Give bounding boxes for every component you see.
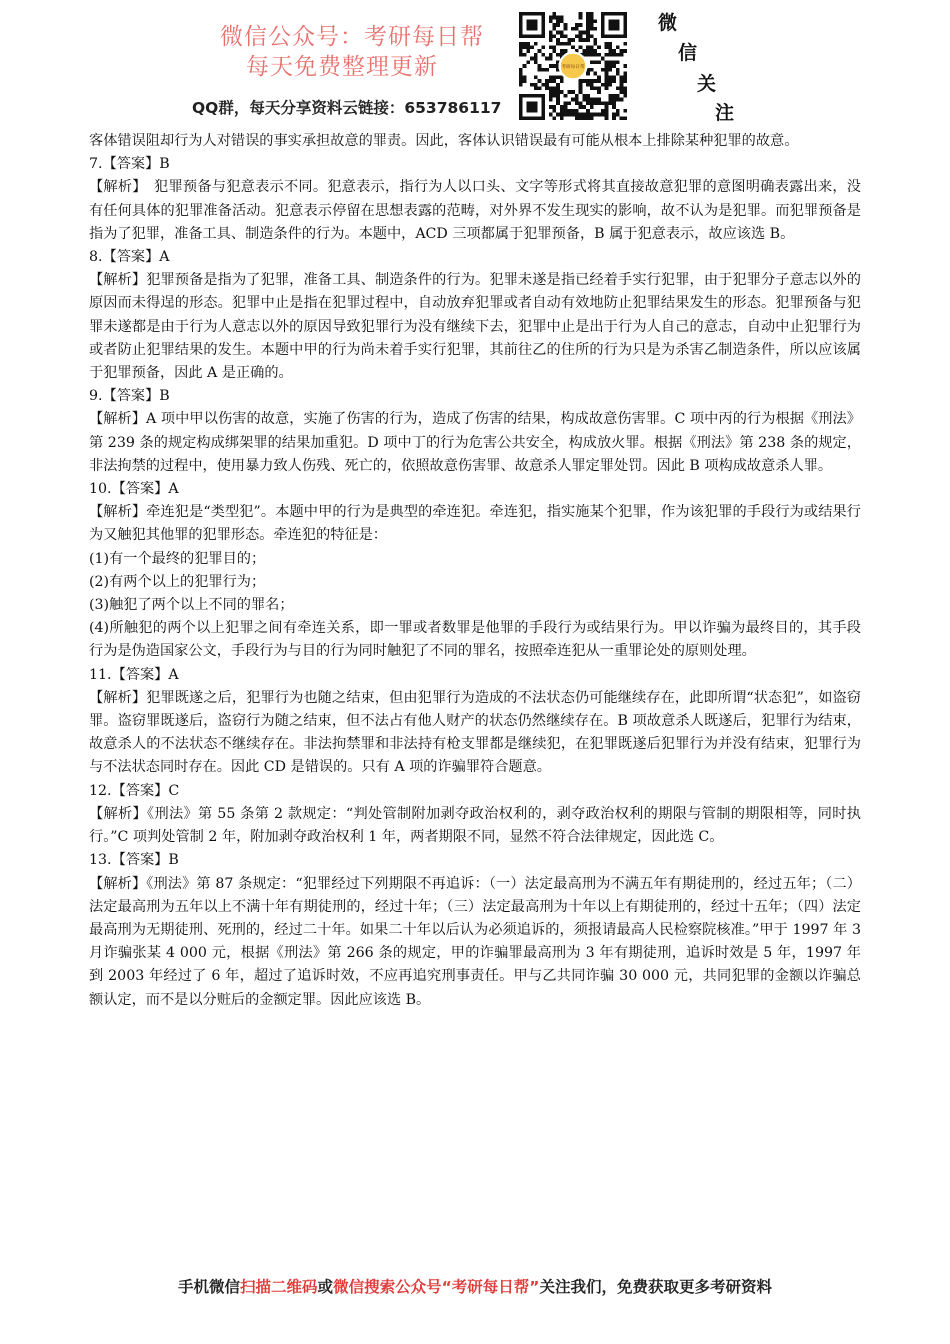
paragraph: 【解析】A 项中甲以伤害的故意，实施了伤害的行为，造成了伤害的结果，构成故意伤害罪。C 项中丙的行为根据《刑法》第 239 条的规定构成绑架罪的结果加重犯。D 项中丁的行为危害公共安全，构成放火罪。根据《刑法》第 238 条的规定，非法拘禁的过程中，使用暴力致人伤残、死亡的，依照故意伤害罪、故意杀人罪定罪处罚。因此 B 项构成故意杀人罪。 — [89, 411, 861, 474]
vertical-char-2: 信 — [678, 42, 698, 64]
answer-heading: 8.【答案】A — [89, 249, 170, 266]
footer-scan-qr: 扫描二维码 — [240, 1278, 318, 1296]
paragraph: 【解析】《刑法》第 87 条规定：“犯罪经过下列期限不再追诉：（一）法定最高刑为不满五年有期徒刑的，经过五年；（二）法定最高刑为五年以上不满十年有期徒刑的，经过十年；（三）法定最高刑为十年以上有期徒刑的，经过十五年；（四）法定最高刑为无期徒刑、死刑的，经过二十年。如果二十年以后认为必须追诉的，须报请最高人民检察院核准。”甲于 1997 年 3 月诈骗张某 4 000 元，根据《刑法》第 266 条的规定，甲的诈骗罪最高刑为 3 年有期徒刑，追诉时效是 5 年，1997 年到 2003 年经过了 6 年，超过了追诉时效，不应再追究刑事责任。甲与乙共同诈骗 30 000 元，共同犯罪的金额以诈骗总额认定，而不是以分赃后的金额定罪。因此应该选 B。 — [89, 875, 861, 1008]
footer-search-account: 微信搜索公众号 — [333, 1278, 442, 1296]
wechat-account-line: 微信公众号：考研每日帮 — [220, 24, 484, 50]
list-item: (1)有一个最终的犯罪目的； — [89, 550, 266, 567]
paragraph: 【解析】 犯罪预备与犯意表示不同。犯意表示，指行为人以口头、文字等形式将其直接故意犯罪的意图明确表露出来，没有任何具体的犯罪准备活动。犯意表示停留在思想表露的范畴，对外界不发生现实的影响，故不认为是犯罪。而犯罪预备是指为了犯罪，准备工具、制造条件的行为。本题中，ACD 三项都属于犯罪预备，B 属于犯意表示，故应该选 B。 — [89, 179, 861, 242]
answer-explanations — [89, 130, 861, 1012]
qr-center-label: 考研每日帮 — [561, 65, 585, 71]
paragraph: 【解析】犯罪预备是指为了犯罪，准备工具、制造条件的行为。犯罪未遂是指已经着手实行犯罪，由于犯罪分子意志以外的原因而未得逞的形态。犯罪中止是指在犯罪过程中，自动放弃犯罪或者自动有效地防止犯罪结果发生的形态。犯罪预备与犯罪未遂都是由于行为人意志以外的原因导致犯罪行为没有继续下去，犯罪中止是出于行为人自己的意志，自动中止犯罪行为或者防止犯罪结果的发生。本题中甲的行为尚未着手实行犯罪，其前往乙的住所的行为只是为杀害乙制造条件，所以应该属于犯罪预备，因此 A 是正确的。 — [89, 272, 861, 382]
footer-text: 或 — [317, 1278, 334, 1296]
vertical-char-3: 关 — [697, 73, 717, 95]
qr-code-icon — [519, 12, 627, 120]
paragraph: 客体错误阻却行为人对错误的事实承担故意的罪责。因此，客体认识错误最有可能从根本上排除某种犯罪的故意。 — [89, 133, 799, 149]
answer-heading: 13.【答案】B — [89, 852, 179, 869]
paragraph: 【解析】《刑法》第 55 条第 2 款规定：“判处管制附加剥夺政治权利的，剥夺政治权利的期限与管制的期限相等，同时执行。”C 项判处管制 2 年，附加剥夺政治权利 1 年，两者期限不同，显然不符合法律规定，因此选 C。 — [89, 805, 861, 846]
page-header — [0, 0, 950, 130]
answer-heading: 9.【答案】B — [89, 388, 170, 405]
answer-heading: 10.【答案】A — [89, 481, 179, 498]
vertical-char-4: 注 — [715, 102, 735, 124]
footer-text: 关注我们，免费获取更多考研资料 — [539, 1278, 772, 1296]
answer-heading: 11.【答案】A — [89, 666, 179, 683]
list-item: (4)所触犯的两个以上犯罪之间有牵连关系，即一罪或者数罪是他罪的手段行为或结果行为。甲以诈骗为最终目的，其手段行为是伪造国家公文，手段行为与目的行为同时触犯了不同的罪名，按照牵连犯从一重罪论处的原则处理。 — [89, 620, 861, 660]
vertical-char-1: 微 — [658, 12, 678, 34]
footer-account-name: “考研每日帮” — [441, 1278, 540, 1296]
footer-text: 手机微信 — [178, 1278, 241, 1296]
page-footer — [0, 1275, 950, 1297]
paragraph: 【解析】牵连犯是“类型犯”。本题中甲的行为是典型的牵连犯。牵连犯，指实施某个犯罪，作为该犯罪的手段行为或结果行为又触犯其他罪的犯罪形态。牵连犯的特征是： — [89, 504, 861, 544]
list-item: (3)触犯了两个以上不同的罪名； — [89, 597, 294, 614]
daily-update-line: 每天免费整理更新 — [246, 54, 438, 80]
qq-group-line: QQ群，每天分享资料云链接：653786117 — [192, 99, 502, 117]
paragraph: 【解析】犯罪既遂之后，犯罪行为也随之结束，但由犯罪行为造成的不法状态仍可能继续存在，此即所谓“状态犯”，如盗窃罪。盗窃罪既遂后，盗窃行为随之结束，但不法占有他人财产的状态仍然继续存在。B 项故意杀人既遂后，犯罪行为结束，故意杀人的不法状态不继续存在。非法拘禁罪和非法持有枪支罪都是继续犯，在犯罪既遂后犯罪行为并没有结束，犯罪行为与不法状态同时存在。因此 CD 是错误的。只有 A 项的诈骗罪符合题意。 — [89, 689, 861, 776]
answer-heading: 12.【答案】C — [89, 782, 180, 799]
answer-heading: 7.【答案】B — [89, 156, 170, 173]
list-item: (2)有两个以上的犯罪行为； — [89, 573, 266, 590]
